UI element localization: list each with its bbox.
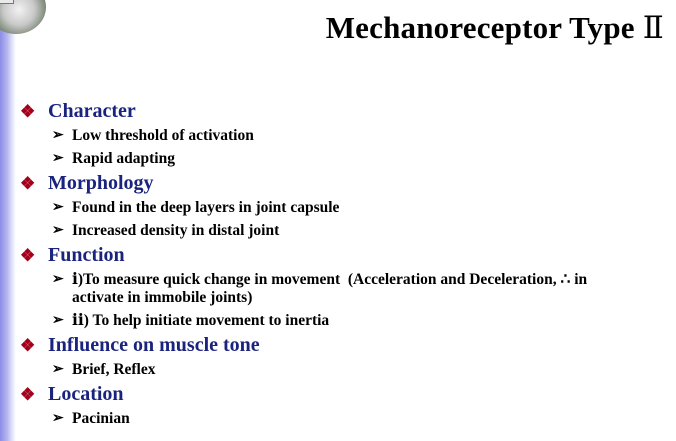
arrow-bullet-icon: ➢ [52, 200, 64, 215]
list-item-text: ⅰ)To measure quick change in movement (Acceleration and Deceleration, ∴ in activate in immobile joints) [72, 271, 592, 306]
arrow-bullet-icon: ➢ [52, 151, 64, 166]
list-item-text: Pacinian [72, 410, 130, 427]
list-item [20, 358, 670, 381]
diamond-bullet-icon: ❖ [20, 384, 36, 404]
slide-title-main: Mechanoreceptor Type [325, 10, 635, 45]
corner-photo-shape [0, 0, 14, 4]
slide-title-roman: Ⅱ [642, 10, 664, 45]
list-item [20, 268, 670, 309]
section-heading-label: Character [48, 99, 136, 122]
corner-photo [0, 0, 46, 34]
list-item [20, 309, 670, 332]
list-item [20, 147, 670, 170]
section-heading-label: Influence on muscle tone [48, 333, 260, 356]
list-item-text: Low threshold of activation [72, 127, 254, 144]
diamond-bullet-icon: ❖ [20, 335, 36, 355]
left-gradient-band [0, 0, 16, 441]
arrow-bullet-icon: ➢ [52, 223, 64, 238]
arrow-bullet-icon: ➢ [52, 362, 64, 377]
list-item [20, 407, 670, 430]
section-heading-label: Function [48, 243, 125, 266]
section-heading-function [20, 242, 670, 268]
section-heading-label: Morphology [48, 171, 154, 194]
list-item-text: Rapid adapting [72, 150, 175, 167]
list-item-text: Brief, Reflex [72, 361, 156, 378]
section-heading-influence [20, 332, 670, 358]
list-item-text: ⅱ) To help initiate movement to inertia [72, 312, 330, 329]
list-item [20, 124, 670, 147]
list-item [20, 196, 670, 219]
list-item-text: Increased density in distal joint [72, 222, 280, 239]
list-item [20, 219, 670, 242]
list-item-text: Found in the deep layers in joint capsule [72, 199, 340, 216]
slide-title [326, 10, 664, 46]
diamond-bullet-icon: ❖ [20, 245, 36, 265]
slide-content [20, 98, 670, 430]
arrow-bullet-icon: ➢ [52, 313, 64, 328]
section-heading-character [20, 98, 670, 124]
section-heading-location [20, 381, 670, 407]
diamond-bullet-icon: ❖ [20, 101, 36, 121]
arrow-bullet-icon: ➢ [52, 411, 64, 426]
diamond-bullet-icon: ❖ [20, 173, 36, 193]
arrow-bullet-icon: ➢ [52, 272, 64, 287]
section-heading-morphology [20, 170, 670, 196]
arrow-bullet-icon: ➢ [52, 128, 64, 143]
section-heading-label: Location [48, 382, 124, 405]
